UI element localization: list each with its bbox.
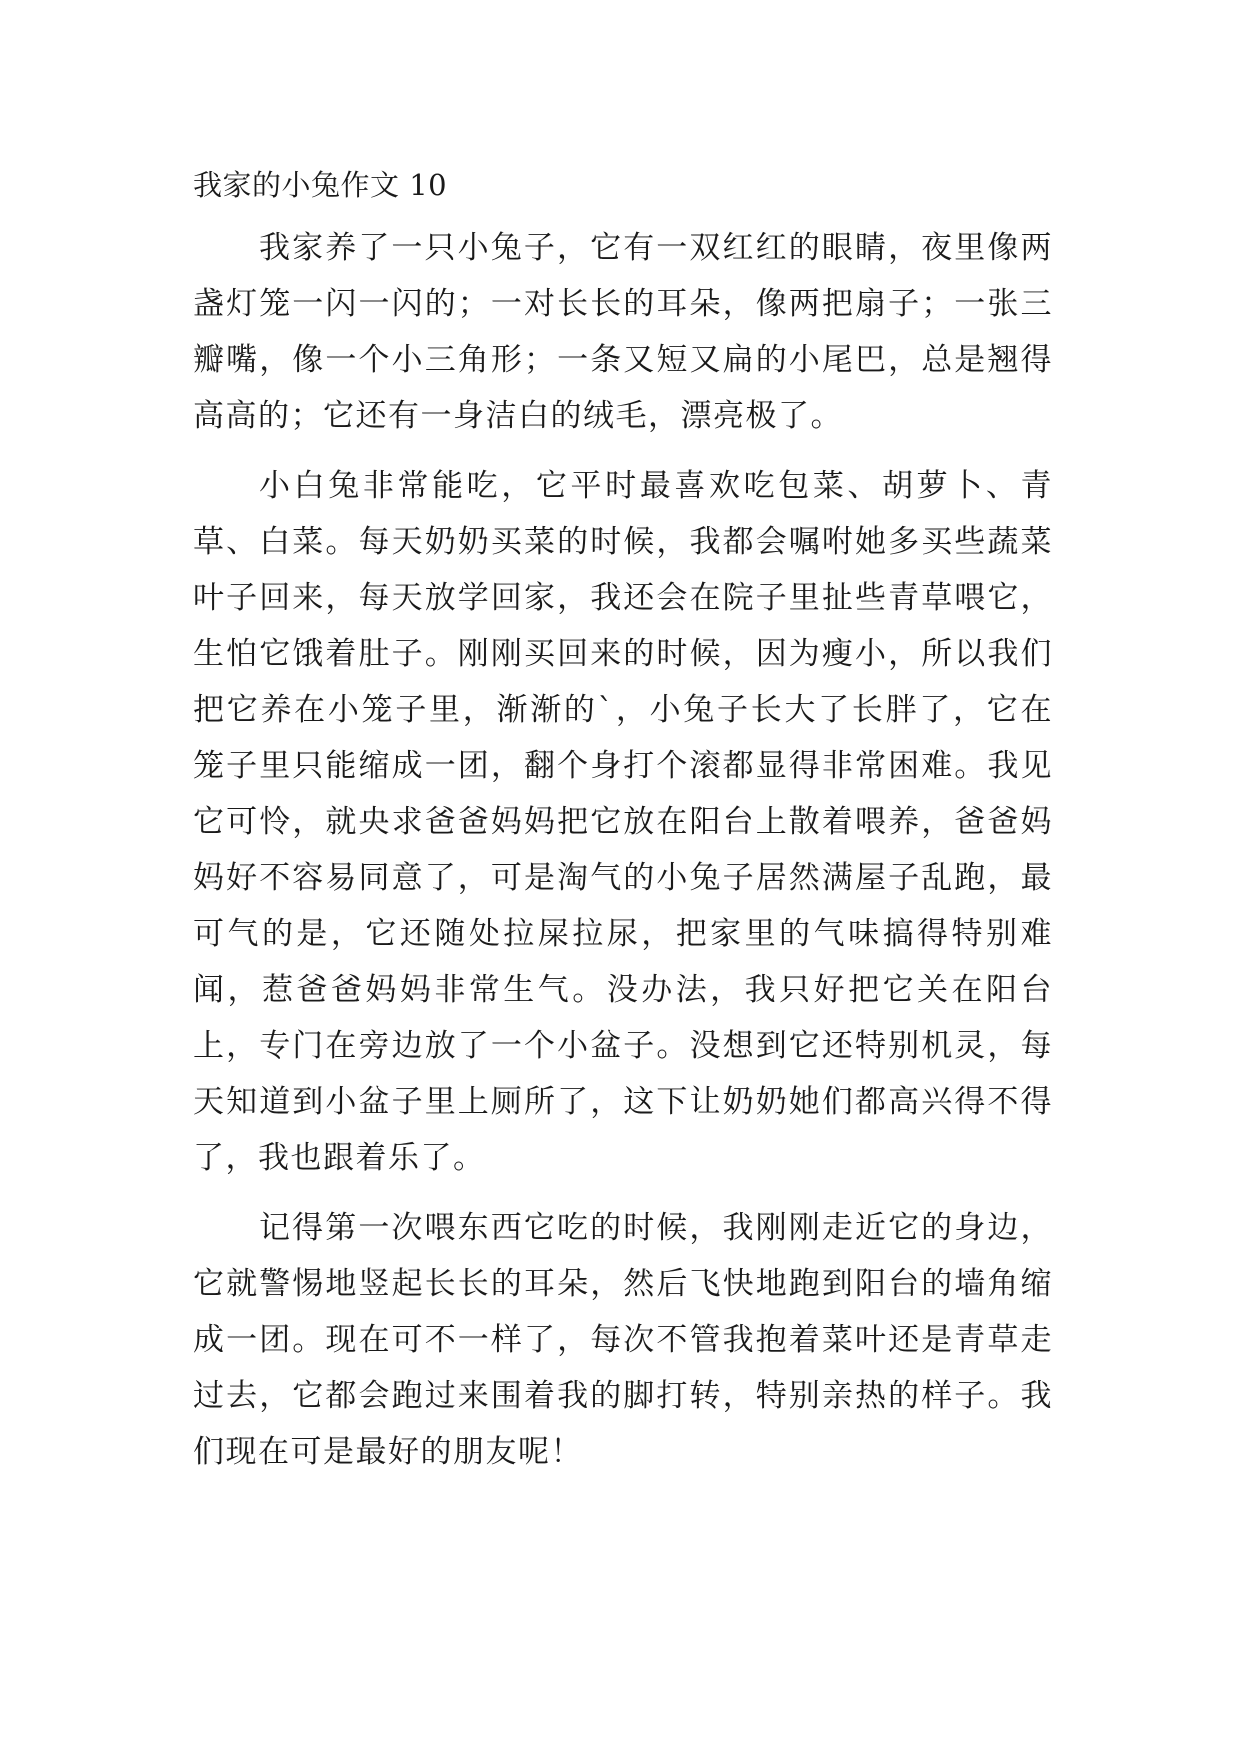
document-body bbox=[193, 162, 1053, 1480]
paragraph-3: 记得第一次喂东西它吃的时候，我刚刚走近它的身边，它就警惕地竖起长长的耳朵，然后飞快地跑到阳台的墙角缩成一团。现在可不一样了，每次不管我抱着菜叶还是青草走过去，它都会跑过来围着我的脚打转，特别亲热的样子。我们现在可是最好的朋友呢！ bbox=[193, 1210, 1053, 1470]
paragraph-1: 我家养了一只小兔子，它有一双红红的眼睛，夜里像两盏灯笼一闪一闪的；一对长长的耳朵，像两把扇子；一张三瓣嘴，像一个小三角形；一条又短又扁的小尾巴，总是翘得高高的；它还有一身洁白的绒毛，漂亮极了。 bbox=[193, 230, 1053, 434]
paragraph-2: 小白兔非常能吃，它平时最喜欢吃包菜、胡萝卜、青草、白菜。每天奶奶买菜的时候，我都会嘱咐她多买些蔬菜叶子回来，每天放学回家，我还会在院子里扯些青草喂它，生怕它饿着肚子。刚刚买回来的时候，因为瘦小，所以我们把它养在小笼子里，渐渐的`，小兔子长大了长胖了，它在笼子里只能缩成一团，翻个身打个滚都显得非常困难。我见它可怜，就央求爸爸妈妈把它放在阳台上散着喂养，爸爸妈妈好不容易同意了，可是淘气的小兔子居然满屋子乱跑，最可气的是，它还随处拉屎拉尿，把家里的气味搞得特别难闻，惹爸爸妈妈非常生气。没办法，我只好把它关在阳台上，专门在旁边放了一个小盆子。没想到它还特别机灵，每天知道到小盆子里上厕所了，这下让奶奶她们都高兴得不得了，我也跟着乐了。 bbox=[193, 468, 1053, 1176]
document-title: 我家的小兔作文 10 bbox=[193, 168, 448, 202]
